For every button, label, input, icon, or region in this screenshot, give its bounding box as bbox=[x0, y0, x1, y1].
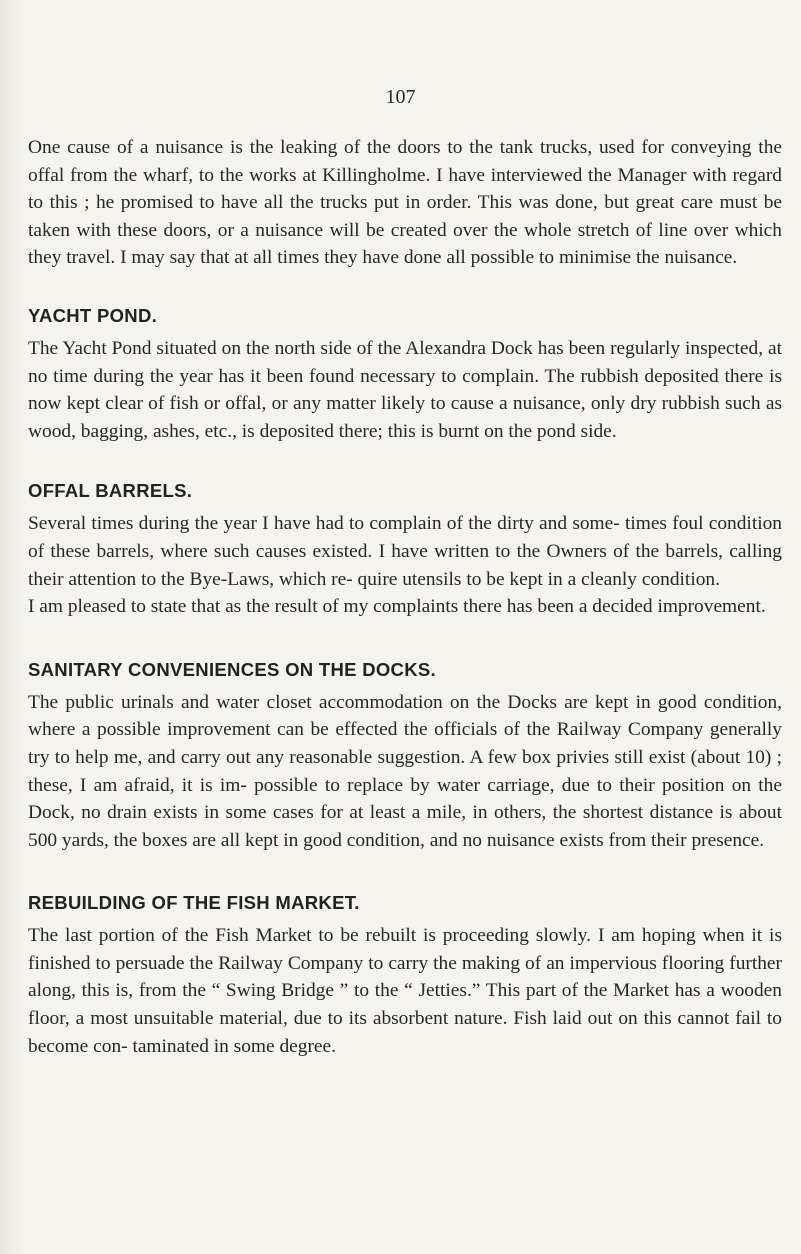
intro-paragraph: One cause of a nuisance is the leaking of the doors to the tank trucks, used for conveying the offal from the wharf, to the works at Killingholme. I have interviewed the Manager with regard to this ; he promised to have all the trucks put in order. This was done, but great care must be taken with these doors, or a nuisance will be created over the whole stretch of line over which they travel. I may say that at all times they have done all possible to minimise the nuisance. bbox=[28, 137, 782, 269]
section-paragraph: The Yacht Pond situated on the north side of the Alexandra Dock has been regularly inspected, at no time during the year has it been found necessary to complain. The rubbish deposited there is now kept clear of fish or offal, or any matter likely to cause a nuisance, only dry rubbish such as wood, bagging, ashes, etc., is deposited there; this is burnt on the pond side. bbox=[28, 337, 782, 442]
section-heading-yacht-pond: YACHT POND. bbox=[28, 304, 158, 326]
section-heading-offal-barrels: OFFAL BARRELS. bbox=[28, 480, 193, 502]
section-paragraph: The public urinals and water closet accommodation on the Docks are kept in good condition, where a possible improvement can be effected the officials of the Railway Company generally try to help me, and carry out any reasonable suggestion. A few box privies still exist (about 10) ; these, I am afraid, it is im- possible to replace by water carriage, due to their position on the Dock, no drain exists in some cases for at least a mile, in others, the shortest distance is about 500 yards, the boxes are all kept in good condition, and no nuisance exists from their presence. bbox=[28, 691, 782, 851]
section-heading-sanitary-conveniences: SANITARY CONVENIENCES ON THE DOCKS. bbox=[28, 658, 436, 680]
section-yacht-pond bbox=[28, 303, 782, 445]
page-number: 107 bbox=[385, 86, 416, 108]
document-body bbox=[28, 134, 782, 1060]
section-offal-barrels bbox=[28, 478, 782, 620]
section-paragraph: Several times during the year I have had to complain of the dirty and some- times foul condition of these barrels, where such causes existed. I have written to the Owners of the barrels, calling their attention to the Bye-Laws, which re- quire utensils to be kept in a cleanly condition. bbox=[28, 513, 782, 590]
section-paragraph: The last portion of the Fish Market to be rebuilt is proceeding slowly. I am hoping when it is finished to persuade the Railway Company to carry the making of an impervious flooring further along, this is, from the “ Swing Bridge ” to the “ Jetties.” This part of the Market has a wooden floor, a most unsuitable material, due to its absorbent nature. Fish laid out on this cannot fail to become con- taminated in some degree. bbox=[28, 925, 782, 1057]
section-paragraph: I am pleased to state that as the result of my complaints there has been a decided improvement. bbox=[28, 596, 766, 618]
section-sanitary-conveniences bbox=[28, 657, 782, 855]
section-heading-rebuilding-fish-market: REBUILDING OF THE FISH MARKET. bbox=[28, 892, 360, 914]
section-rebuilding-fish-market bbox=[28, 890, 782, 1060]
